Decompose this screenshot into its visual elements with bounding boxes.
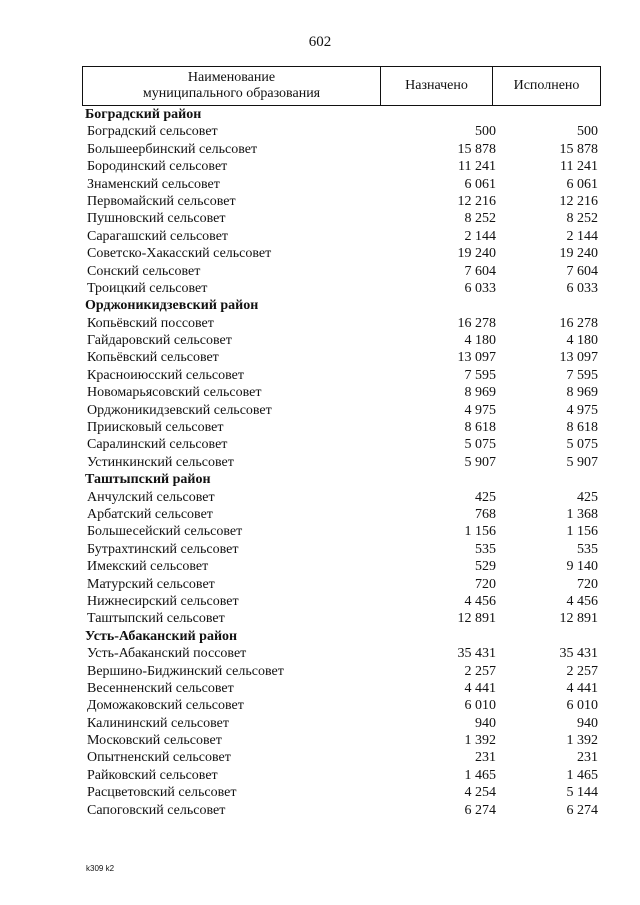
- done-value: 231: [577, 750, 598, 766]
- assigned-value: 768: [475, 506, 496, 522]
- municipality-name: Троицкий сельсовет: [87, 280, 208, 296]
- assigned-value: 19 240: [457, 246, 496, 262]
- district-name: Боградский район: [85, 107, 202, 122]
- table-row: [82, 645, 601, 662]
- table-row: [82, 680, 601, 697]
- assigned-value: 1 156: [464, 524, 496, 540]
- done-value: 19 240: [559, 246, 598, 262]
- table-row: [82, 402, 601, 419]
- municipality-name: Большесейский сельсовет: [87, 524, 243, 540]
- assigned-value: 4 441: [464, 680, 496, 696]
- district-row: [82, 297, 601, 314]
- table-body: [82, 106, 601, 819]
- table-row: [82, 697, 601, 714]
- done-value: 8 618: [566, 420, 598, 436]
- district-name: Орджоникидзевский район: [85, 298, 259, 314]
- done-value: 7 604: [566, 263, 598, 279]
- municipality-name: Московский сельсовет: [87, 733, 222, 749]
- assigned-value: 4 456: [464, 593, 496, 609]
- assigned-value: 13 097: [457, 350, 496, 366]
- done-value: 1 368: [566, 506, 598, 522]
- done-value: 4 975: [566, 402, 598, 418]
- municipality-name: Приисковый сельсовет: [87, 420, 224, 436]
- done-value: 1 465: [566, 767, 598, 783]
- table-row: [82, 576, 601, 593]
- assigned-value: 12 216: [457, 193, 496, 209]
- municipality-name: Таштыпский сельсовет: [87, 611, 225, 627]
- assigned-value: 5 907: [464, 454, 496, 470]
- assigned-value: 425: [475, 489, 496, 505]
- table-row: [82, 715, 601, 732]
- table-row: [82, 263, 601, 280]
- done-value: 6 010: [566, 698, 598, 714]
- municipality-name: Имекский сельсовет: [87, 559, 209, 575]
- table-row: [82, 732, 601, 749]
- municipality-name: Новомарьясовский сельсовет: [87, 385, 262, 401]
- municipality-name: Нижнесирский сельсовет: [87, 593, 239, 609]
- assigned-value: 940: [475, 715, 496, 731]
- municipality-name: Красноиюсский сельсовет: [87, 367, 244, 383]
- table-row: [82, 784, 601, 801]
- assigned-value: 35 431: [457, 646, 496, 662]
- assigned-value: 8 969: [464, 385, 496, 401]
- done-value: 720: [577, 576, 598, 592]
- municipality-name: Вершино-Биджинский сельсовет: [87, 663, 284, 679]
- done-value: 5 144: [566, 785, 598, 801]
- table-row: [82, 749, 601, 766]
- table-row: [82, 210, 601, 227]
- assigned-value: 500: [475, 124, 496, 140]
- table-row: [82, 193, 601, 210]
- municipality-name: Устинкинский сельсовет: [87, 454, 234, 470]
- assigned-value: 6 274: [464, 802, 496, 818]
- done-value: 7 595: [566, 367, 598, 383]
- municipality-name: Бутрахтинский сельсовет: [87, 541, 239, 557]
- assigned-value: 7 604: [464, 263, 496, 279]
- municipality-name: Советско-Хакасский сельсовет: [87, 246, 272, 262]
- assigned-value: 2 144: [464, 228, 496, 244]
- header-name-line2: муниципального образования: [142, 86, 321, 101]
- assigned-value: 4 254: [464, 785, 496, 801]
- district-name: Усть-Абаканский район: [85, 628, 238, 644]
- municipality-name: Боградский сельсовет: [87, 124, 218, 140]
- header-done: Исполнено: [513, 78, 580, 93]
- municipality-name: Большеербинский сельсовет: [87, 141, 258, 157]
- table-row: [82, 506, 601, 523]
- assigned-value: 11 241: [458, 159, 496, 175]
- table-row: [82, 610, 601, 627]
- header-assigned: Назначено: [381, 67, 493, 105]
- table-row: [82, 245, 601, 262]
- municipality-name: Весенненский сельсовет: [87, 680, 234, 696]
- assigned-value: 535: [475, 541, 496, 557]
- assigned-value: 7 595: [464, 367, 496, 383]
- assigned-value: 6 061: [464, 176, 496, 192]
- done-value: 2 257: [566, 663, 598, 679]
- table-row: [82, 802, 601, 819]
- done-value: 5 075: [566, 437, 598, 453]
- municipality-name: Копьёвский сельсовет: [87, 350, 219, 366]
- assigned-value: 15 878: [457, 141, 496, 157]
- table-row: [82, 558, 601, 575]
- done-value: 4 456: [566, 593, 598, 609]
- district-name: Таштыпский район: [85, 472, 211, 488]
- table-row: [82, 454, 601, 471]
- municipality-name: Орджоникидзевский сельсовет: [87, 402, 272, 418]
- assigned-value: 231: [475, 750, 496, 766]
- table-row: [82, 315, 601, 332]
- district-row: [82, 471, 601, 488]
- assigned-value: 5 075: [464, 437, 496, 453]
- district-row: [82, 628, 601, 645]
- assigned-value: 6 010: [464, 698, 496, 714]
- done-value: 5 907: [566, 454, 598, 470]
- municipality-name: Знаменский сельсовет: [87, 176, 220, 192]
- done-value: 500: [577, 124, 598, 140]
- municipality-name: Гайдаровский сельсовет: [87, 333, 232, 349]
- assigned-value: 529: [475, 559, 496, 575]
- municipality-name: Анчулский сельсовет: [87, 489, 215, 505]
- table-row: [82, 419, 601, 436]
- district-row: [82, 106, 601, 123]
- done-value: 12 216: [559, 193, 598, 209]
- assigned-value: 8 618: [464, 420, 496, 436]
- table-row: [82, 384, 601, 401]
- table-row: [82, 367, 601, 384]
- done-value: 1 392: [566, 733, 598, 749]
- municipality-name: Сарагашский сельсовет: [87, 228, 229, 244]
- table-row: [82, 332, 601, 349]
- done-value: 4 180: [566, 333, 598, 349]
- done-value: 2 144: [566, 228, 598, 244]
- done-value: 535: [577, 541, 598, 557]
- municipality-name: Опытненский сельсовет: [87, 750, 231, 766]
- assigned-value: 4 975: [464, 402, 496, 418]
- done-value: 940: [577, 715, 598, 731]
- table-row: [82, 489, 601, 506]
- done-value: 13 097: [559, 350, 598, 366]
- municipality-name: Усть-Абаканский поссовет: [87, 646, 247, 662]
- assigned-value: 720: [475, 576, 496, 592]
- table-row: [82, 436, 601, 453]
- done-value: 11 241: [560, 159, 598, 175]
- municipality-name: Пушновский сельсовет: [87, 211, 226, 227]
- table-row: [82, 767, 601, 784]
- assigned-value: 1 465: [464, 767, 496, 783]
- assigned-value: 1 392: [464, 733, 496, 749]
- done-value: 8 252: [566, 211, 598, 227]
- municipality-name: Первомайский сельсовет: [87, 193, 236, 209]
- done-value: 6 274: [566, 802, 598, 818]
- table-row: [82, 228, 601, 245]
- table-header: [82, 66, 601, 106]
- table-row: [82, 123, 601, 140]
- table-row: [82, 280, 601, 297]
- footer-code: k309 k2: [86, 864, 115, 873]
- done-value: 35 431: [559, 646, 598, 662]
- table-row: [82, 176, 601, 193]
- table-row: [82, 349, 601, 366]
- done-value: 16 278: [559, 315, 598, 331]
- table-row: [82, 141, 601, 158]
- header-name-cell: [83, 67, 381, 105]
- page-number: 602: [308, 34, 332, 50]
- municipality-name: Райковский сельсовет: [87, 767, 218, 783]
- assigned-value: 2 257: [464, 663, 496, 679]
- table-row: [82, 541, 601, 558]
- done-value: 12 891: [559, 611, 598, 627]
- table-row: [82, 158, 601, 175]
- done-value: 8 969: [566, 385, 598, 401]
- done-value: 4 441: [566, 680, 598, 696]
- table-row: [82, 593, 601, 610]
- done-value: 6 033: [566, 280, 598, 296]
- municipality-name: Расцветовский сельсовет: [87, 785, 237, 801]
- assigned-value: 8 252: [464, 211, 496, 227]
- table-row: [82, 523, 601, 540]
- done-value: 6 061: [566, 176, 598, 192]
- table-row: [82, 663, 601, 680]
- done-value: 425: [577, 489, 598, 505]
- municipality-name: Бородинский сельсовет: [87, 159, 228, 175]
- done-value: 15 878: [559, 141, 598, 157]
- done-value: 1 156: [566, 524, 598, 540]
- municipality-name: Калининский сельсовет: [87, 715, 229, 731]
- municipality-name: Саралинский сельсовет: [87, 437, 228, 453]
- municipality-name: Доможаковский сельсовет: [87, 698, 244, 714]
- municipality-name: Сонский сельсовет: [87, 263, 201, 279]
- header-name-line1: Наименование: [187, 70, 276, 85]
- municipality-name: Матурский сельсовет: [87, 576, 215, 592]
- done-value: 9 140: [566, 559, 598, 575]
- municipality-name: Копьёвский поссовет: [87, 315, 214, 331]
- assigned-value: 4 180: [464, 333, 496, 349]
- assigned-value: 12 891: [457, 611, 496, 627]
- assigned-value: 16 278: [457, 315, 496, 331]
- municipality-name: Арбатский сельсовет: [87, 506, 213, 522]
- assigned-value: 6 033: [464, 280, 496, 296]
- municipality-name: Сапоговский сельсовет: [87, 802, 226, 818]
